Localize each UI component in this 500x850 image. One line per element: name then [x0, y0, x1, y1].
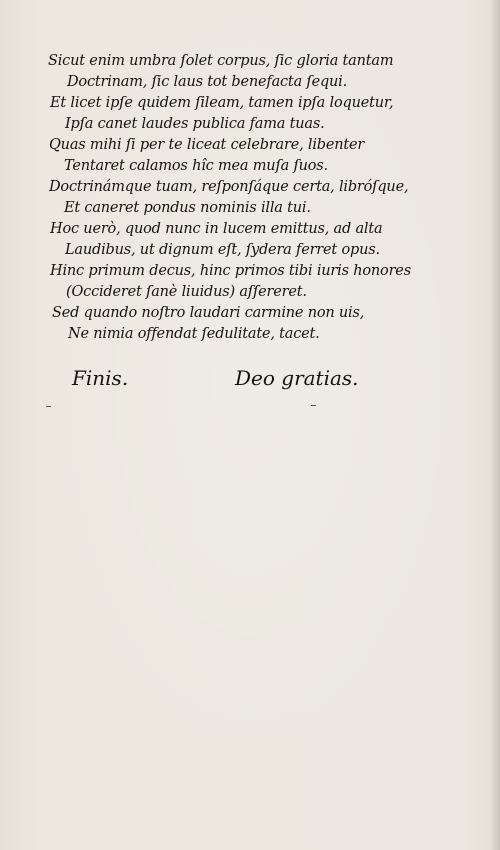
verse-line-11: Hinc primum decus, hinc primos tibi iuris honores [50, 263, 411, 279]
verse-line-6: Tentaret calamos hîc mea muſa ſuos. [64, 158, 328, 174]
page-edge-shadow [490, 0, 500, 850]
verse-line-3: Et licet ipſe quidem ſileam, tamen ipſa loquetur, [50, 95, 394, 111]
deo-gratias-text: Deo gratias. [235, 366, 359, 390]
verse-line-5: Quas mihi ſi per te liceat celebrare, libenter [49, 137, 365, 153]
verse-line-10: Laudibus, ut dignum eſt, ſydera ferret opus. [65, 242, 380, 258]
verse-line-7: Doctrinámque tuam, reſponſáque certa, libróſque, [49, 179, 409, 195]
verse-line-14: Ne nimia offendat ſedulitate, tacet. [68, 326, 320, 342]
verse-line-13: Sed quando noſtro laudari carmine non uis, [52, 305, 365, 321]
ink-mark [46, 406, 51, 407]
verse-line-8: Et caneret pondus nominis illa tui. [64, 200, 311, 216]
verse-line-9: Hoc uerò, quod nunc in lucem emittus, ad alta [50, 221, 383, 237]
verse-line-2: Doctrinam, ſic laus tot benefacta ſequi. [67, 74, 348, 90]
verse-line-1: Sicut enim umbra ſolet corpus, ſic gloria tantam [48, 53, 394, 69]
verse-line-12: (Occideret ſanè liuidus) aſſereret. [66, 284, 307, 300]
verse-line-4: Ipſa canet laudes publica fama tuas. [65, 116, 325, 132]
ink-mark [311, 405, 316, 406]
finis-text: Finis. [72, 366, 129, 390]
